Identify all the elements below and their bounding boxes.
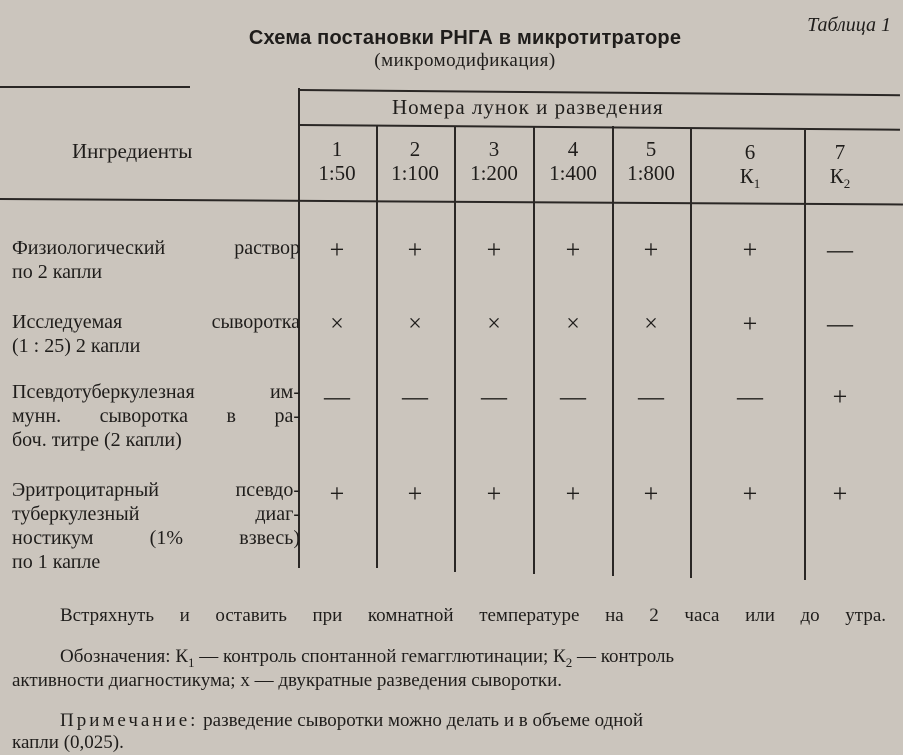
column-dilution (533, 161, 613, 185)
ingredient-label-line: Исследуемая сыворотка (12, 311, 300, 333)
cell-symbol-r3-c3: — (481, 382, 507, 411)
group-header: Номера лунок и разведения (392, 95, 664, 119)
ingredient-label-line: туберкулезный диаг- (12, 503, 300, 525)
column-dilution-text: 1:50 (318, 161, 356, 185)
cell-symbol-r1-c3: + (486, 235, 502, 264)
table-number-label: Таблица 1 (807, 14, 891, 36)
column-dilution-text: 1:800 (627, 161, 675, 185)
cell-symbol-r1-c5: + (643, 235, 659, 264)
ingredient-label-line: по 2 капли (12, 261, 103, 283)
legend-line-2: активности диагностикума; х — двукратные разведения сыворотки. (12, 670, 563, 691)
remark-note-line-2 (12, 731, 886, 755)
column-number: 2 (409, 137, 421, 161)
ingredient-label-line: Физиологический раствор (12, 237, 300, 259)
column-dilution-text: 1:200 (470, 161, 518, 185)
cell-symbol-r2-c3: × (487, 311, 501, 337)
column-header-2 (375, 137, 455, 185)
column-dilution (611, 161, 691, 185)
column-dilution-text: К (829, 164, 844, 188)
ingredient-label-4 (12, 478, 300, 574)
ingredient-label-line: Псевдотуберкулезная им- (12, 381, 300, 403)
cell-symbol-r3-c5: — (638, 382, 664, 411)
column-dilution-subscript: 2 (843, 176, 851, 192)
cell-symbol-r1-c2: + (407, 235, 423, 264)
column-dilution-text: 1:100 (391, 161, 439, 185)
cell-symbol-r2-c6: + (742, 309, 758, 338)
cell-symbol-r4-c5: + (643, 479, 659, 508)
ingredient-label-3 (12, 380, 300, 452)
legend-text-a: Обозначения: К (60, 646, 188, 667)
column-header-7 (800, 140, 880, 196)
column-header-4 (533, 137, 613, 185)
column-divider-5 (690, 128, 692, 578)
column-dilution-text: К (739, 164, 754, 188)
legend-text-b: — контроль спонтанной гемагглютинации; К (194, 646, 566, 667)
cell-symbol-r4-c3: + (486, 479, 502, 508)
legend-sub-2: 2 (565, 654, 573, 670)
instruction-note (60, 604, 886, 628)
cell-symbol-r2-c4: × (566, 311, 580, 337)
cell-symbol-r2-c1: × (330, 311, 344, 337)
column-header-1 (297, 137, 377, 185)
remark-label: Примечание: (60, 710, 199, 731)
legend-note-line-2 (12, 669, 886, 693)
group-header-rule (300, 124, 900, 130)
column-dilution (454, 161, 534, 185)
instruction-text: Встряхнуть и оставить при комнатной температуре на 2 часа или до утра. (60, 605, 886, 626)
column-number: 6 (744, 140, 756, 164)
column-number: 7 (834, 140, 846, 164)
column-dilution (297, 161, 377, 185)
table-top-rule-left (0, 86, 190, 88)
table-subtitle: (микромодификация) (374, 50, 556, 71)
cell-symbol-r4-c6: + (742, 479, 758, 508)
cell-symbol-r2-c7: — (827, 309, 853, 338)
legend-sub-1: 1 (188, 654, 195, 670)
cell-symbol-r1-c1: + (329, 235, 345, 264)
remark-line-2: капли (0,025). (12, 732, 124, 753)
cell-symbol-r4-c4: + (565, 479, 581, 508)
ingredient-label-line: боч. титре (2 капли) (12, 429, 182, 451)
column-dilution-subscript: 1 (753, 176, 761, 192)
column-divider-6 (804, 130, 806, 580)
column-dilution (710, 164, 790, 196)
cell-symbol-r3-c7: + (832, 382, 848, 411)
cell-symbol-r3-c4: — (560, 382, 586, 411)
cell-symbol-r3-c6: — (737, 382, 763, 411)
cell-symbol-r2-c5: × (644, 311, 658, 337)
column-dilution-text: 1:400 (549, 161, 597, 185)
cell-symbol-r4-c1: + (329, 479, 345, 508)
cell-symbol-r1-c6: + (742, 235, 758, 264)
ingredient-label-line: по 1 капле (12, 551, 101, 573)
column-header-3 (454, 137, 534, 185)
remark-text: разведение сыворотки можно делать и в объеме одной (198, 710, 644, 731)
column-number: 5 (645, 137, 657, 161)
column-divider-4 (612, 126, 614, 576)
column-dilution (375, 161, 455, 185)
ingredients-header: Ингредиенты (72, 139, 193, 163)
cell-symbol-r1-c4: + (565, 235, 581, 264)
header-bottom-rule (0, 198, 903, 205)
cell-symbol-r2-c2: × (408, 311, 422, 337)
cell-symbol-r3-c2: — (402, 382, 428, 411)
table-title: Схема постановки РНГА в микротитраторе (248, 27, 682, 49)
cell-symbol-r1-c7: — (827, 235, 853, 264)
ingredient-label-line: (1 : 25) 2 капли (12, 335, 141, 357)
column-header-5 (611, 137, 691, 185)
cell-symbol-r3-c1: — (324, 382, 350, 411)
cell-symbol-r4-c7: + (832, 479, 848, 508)
column-number: 4 (567, 137, 579, 161)
ingredient-label-2 (12, 310, 300, 358)
column-number: 3 (488, 137, 500, 161)
legend-text-c: — контроль (572, 646, 675, 667)
ingredient-label-line: мунн. сыворотка в ра- (12, 405, 300, 427)
column-number: 1 (331, 137, 343, 161)
ingredient-label-line: Эритроцитарный псевдо- (12, 479, 300, 501)
column-header-6 (710, 140, 790, 196)
ingredient-label-line: ностикум (1% взвесь) (12, 527, 300, 549)
ingredient-label-1 (12, 236, 300, 284)
cell-symbol-r4-c2: + (407, 479, 423, 508)
remark-note (60, 709, 886, 733)
column-dilution (800, 164, 880, 196)
